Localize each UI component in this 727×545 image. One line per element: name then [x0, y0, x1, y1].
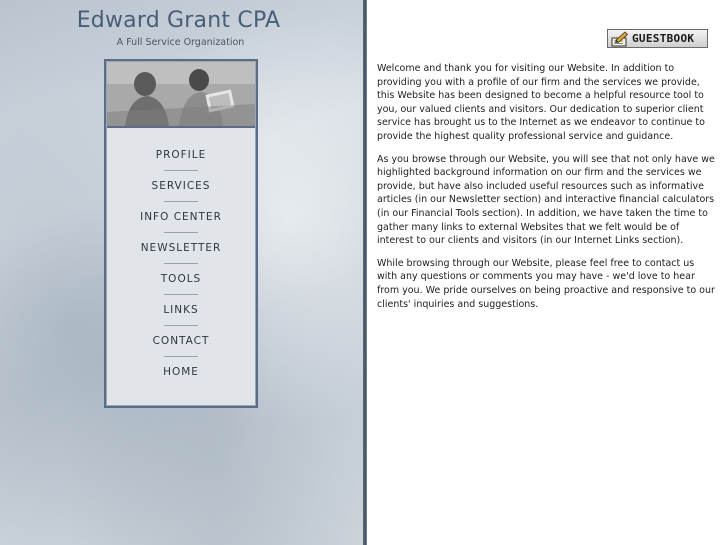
paragraph-welcome: Welcome and thank you for visiting our Website. In addition to providing you with a profile of our firm and the services we provide, this Website has been designed to become a helpful resource tool to you, our valued clients and visitors. Our dedication to superior client service has brought us to the Internet as we endeavor to continue to provide the highest quality professional service and guidance.	[377, 63, 705, 142]
nav-divider	[164, 170, 198, 171]
nav-divider	[164, 294, 198, 295]
nav-divider	[164, 201, 198, 202]
nav-divider	[164, 263, 198, 264]
nav-divider	[164, 325, 198, 326]
nav-item-label: HOME	[163, 366, 199, 378]
guestbook-label: GUESTBOOK	[632, 32, 695, 45]
nav-divider	[164, 232, 198, 233]
nav-item-newsletter[interactable]	[106, 238, 256, 269]
nav-item-links[interactable]	[106, 300, 256, 331]
guestbook-button[interactable]	[607, 29, 708, 48]
welcome-text	[377, 62, 715, 320]
nav-menu	[106, 145, 256, 393]
header-photo	[107, 62, 255, 128]
nav-item-label: INFO CENTER	[140, 211, 222, 223]
content-pane	[367, 0, 727, 545]
nav-item-profile[interactable]	[106, 145, 256, 176]
paragraph-browse: As you browse through our Website, you will see that not only have we highlighted background information on our firm and the services we provide, but have also included useful resources such as informative articles (in our Newsletter section) and interactive financial calculators (in our Financial Tools section). In addition, we have taken the time to gather many links to external Websites that we felt would be of interest to our clients and visitors (in our Internet Links section).	[377, 153, 715, 247]
left-pane	[0, 0, 363, 545]
pencil-book-icon	[611, 31, 629, 47]
nav-item-tools[interactable]	[106, 269, 256, 300]
people-photo-icon	[107, 62, 255, 126]
nav-item-label: PROFILE	[155, 149, 207, 161]
paragraph-contact: While browsing through our Website, please feel free to contact us with any questions or comments you may have - we'd love to hear from you. We pride ourselves on being proactive and responsive to our clients' inquiries and suggestions.	[377, 257, 715, 310]
nav-item-label: CONTACT	[152, 335, 210, 347]
nav-item-contact[interactable]	[106, 331, 256, 362]
nav-panel	[104, 59, 258, 408]
nav-item-label: NEWSLETTER	[140, 242, 222, 254]
site-title: Edward Grant CPA	[76, 8, 281, 33]
nav-divider	[164, 356, 198, 357]
nav-item-label: TOOLS	[160, 273, 202, 285]
nav-item-label: LINKS	[163, 304, 199, 316]
nav-item-label: SERVICES	[151, 180, 211, 192]
nav-item-services[interactable]	[106, 176, 256, 207]
site-subtitle: A Full Service Organization	[116, 37, 245, 48]
nav-item-info-center[interactable]	[106, 207, 256, 238]
nav-item-home[interactable]	[106, 362, 256, 393]
